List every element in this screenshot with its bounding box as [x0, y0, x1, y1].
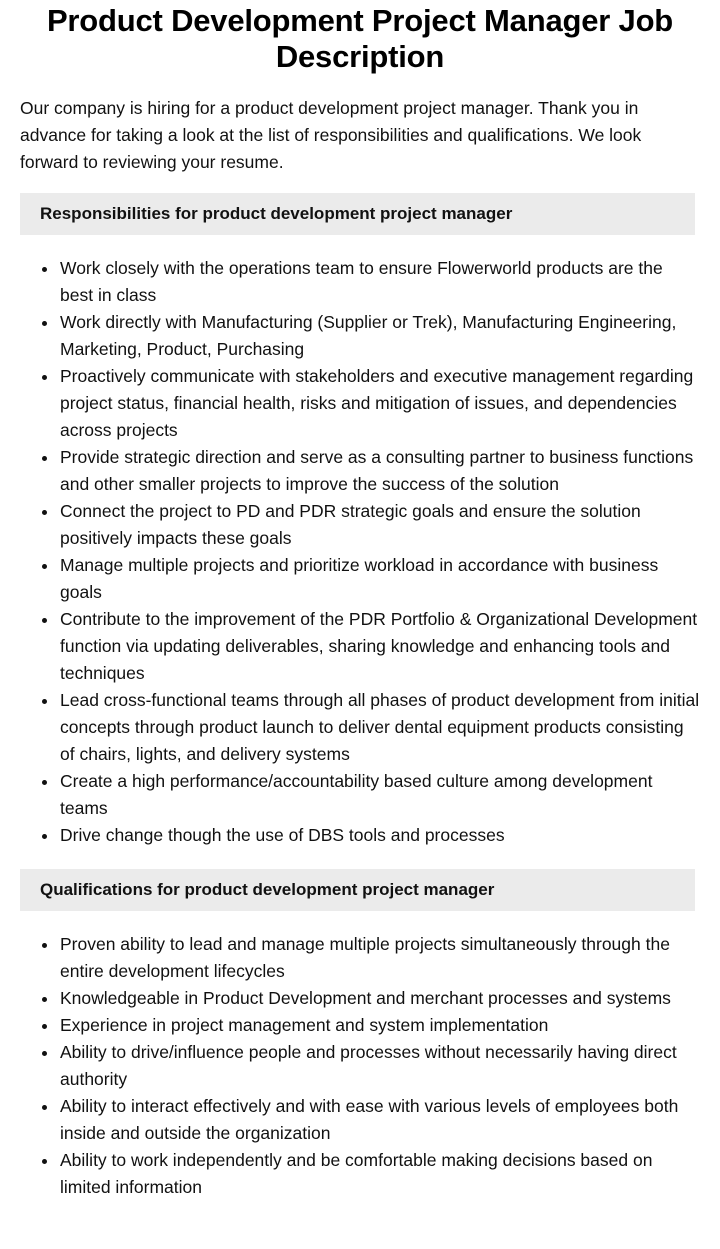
list-item [60, 255, 700, 309]
bullet-icon [42, 1024, 47, 1029]
list-item [60, 1093, 700, 1147]
list-item-text: Work directly with Manufacturing (Supplier or Trek), Manufacturing Engineering, Marketing, Product, Purchasing [60, 312, 677, 359]
bullet-icon [42, 1105, 47, 1110]
list-item [60, 309, 700, 363]
list-item-text: Create a high performance/accountability based culture among development teams [60, 771, 653, 818]
qualifications-list [20, 931, 700, 1201]
bullet-icon [42, 456, 47, 461]
list-item [60, 931, 700, 985]
list-item-text: Provide strategic direction and serve as a consulting partner to business functions and other smaller projects to improve the success of the solution [60, 447, 694, 494]
bullet-icon [42, 564, 47, 569]
qualifications-heading: Qualifications for product development project manager [20, 869, 695, 911]
list-item [60, 768, 700, 822]
intro-paragraph: Our company is hiring for a product development project manager. Thank you in advance for taking a look at the list of responsibilities and qualifications. We look forward to reviewing your resume. [20, 98, 642, 172]
list-item [60, 1012, 700, 1039]
list-item [60, 363, 700, 444]
responsibilities-heading: Responsibilities for product development project manager [20, 193, 695, 235]
list-item-text: Proactively communicate with stakeholders and executive management regarding project status, financial health, risks and mitigation of issues, and dependencies across projects [60, 366, 694, 440]
list-item [60, 498, 700, 552]
list-item-text: Contribute to the improvement of the PDR Portfolio & Organizational Development function via updating deliverables, sharing knowledge and enhancing tools and techniques [60, 609, 698, 683]
bullet-icon [42, 267, 47, 272]
list-item-text: Experience in project management and system implementation [60, 1015, 549, 1035]
list-item-text: Knowledgeable in Product Development and merchant processes and systems [60, 988, 671, 1008]
bullet-icon [42, 321, 47, 326]
list-item-text: Ability to drive/influence people and processes without necessarily having direct authority [60, 1042, 677, 1089]
bullet-icon [42, 997, 47, 1002]
responsibilities-list [20, 255, 700, 849]
list-item [60, 985, 700, 1012]
list-item-text: Proven ability to lead and manage multiple projects simultaneously through the entire development lifecycles [60, 934, 670, 981]
list-item-text: Ability to interact effectively and with ease with various levels of employees both inside and outside the organization [60, 1096, 679, 1143]
bullet-icon [42, 1159, 47, 1164]
list-item [60, 552, 700, 606]
list-item-text: Ability to work independently and be comfortable making decisions based on limited information [60, 1150, 653, 1197]
list-item [60, 1147, 700, 1201]
bullet-icon [42, 699, 47, 704]
bullet-icon [42, 618, 47, 623]
bullet-icon [42, 375, 47, 380]
list-item-text: Connect the project to PD and PDR strategic goals and ensure the solution positively impacts these goals [60, 501, 641, 548]
list-item-text: Work closely with the operations team to ensure Flowerworld products are the best in class [60, 258, 663, 305]
list-item [60, 1039, 700, 1093]
list-item [60, 444, 700, 498]
list-item [60, 822, 700, 849]
list-item-text: Drive change though the use of DBS tools and processes [60, 825, 505, 845]
bullet-icon [42, 1051, 47, 1056]
list-item-text: Manage multiple projects and prioritize workload in accordance with business goals [60, 555, 659, 602]
list-item-text: Lead cross-functional teams through all phases of product development from initial concepts through product launch to deliver dental equipment products consisting of chairs, lights, and delivery systems [60, 690, 700, 764]
list-item [60, 687, 700, 768]
bullet-icon [42, 943, 47, 948]
page-title: Product Development Project Manager Job Description [46, 3, 674, 74]
bullet-icon [42, 834, 47, 839]
bullet-icon [42, 780, 47, 785]
list-item [60, 606, 700, 687]
bullet-icon [42, 510, 47, 515]
